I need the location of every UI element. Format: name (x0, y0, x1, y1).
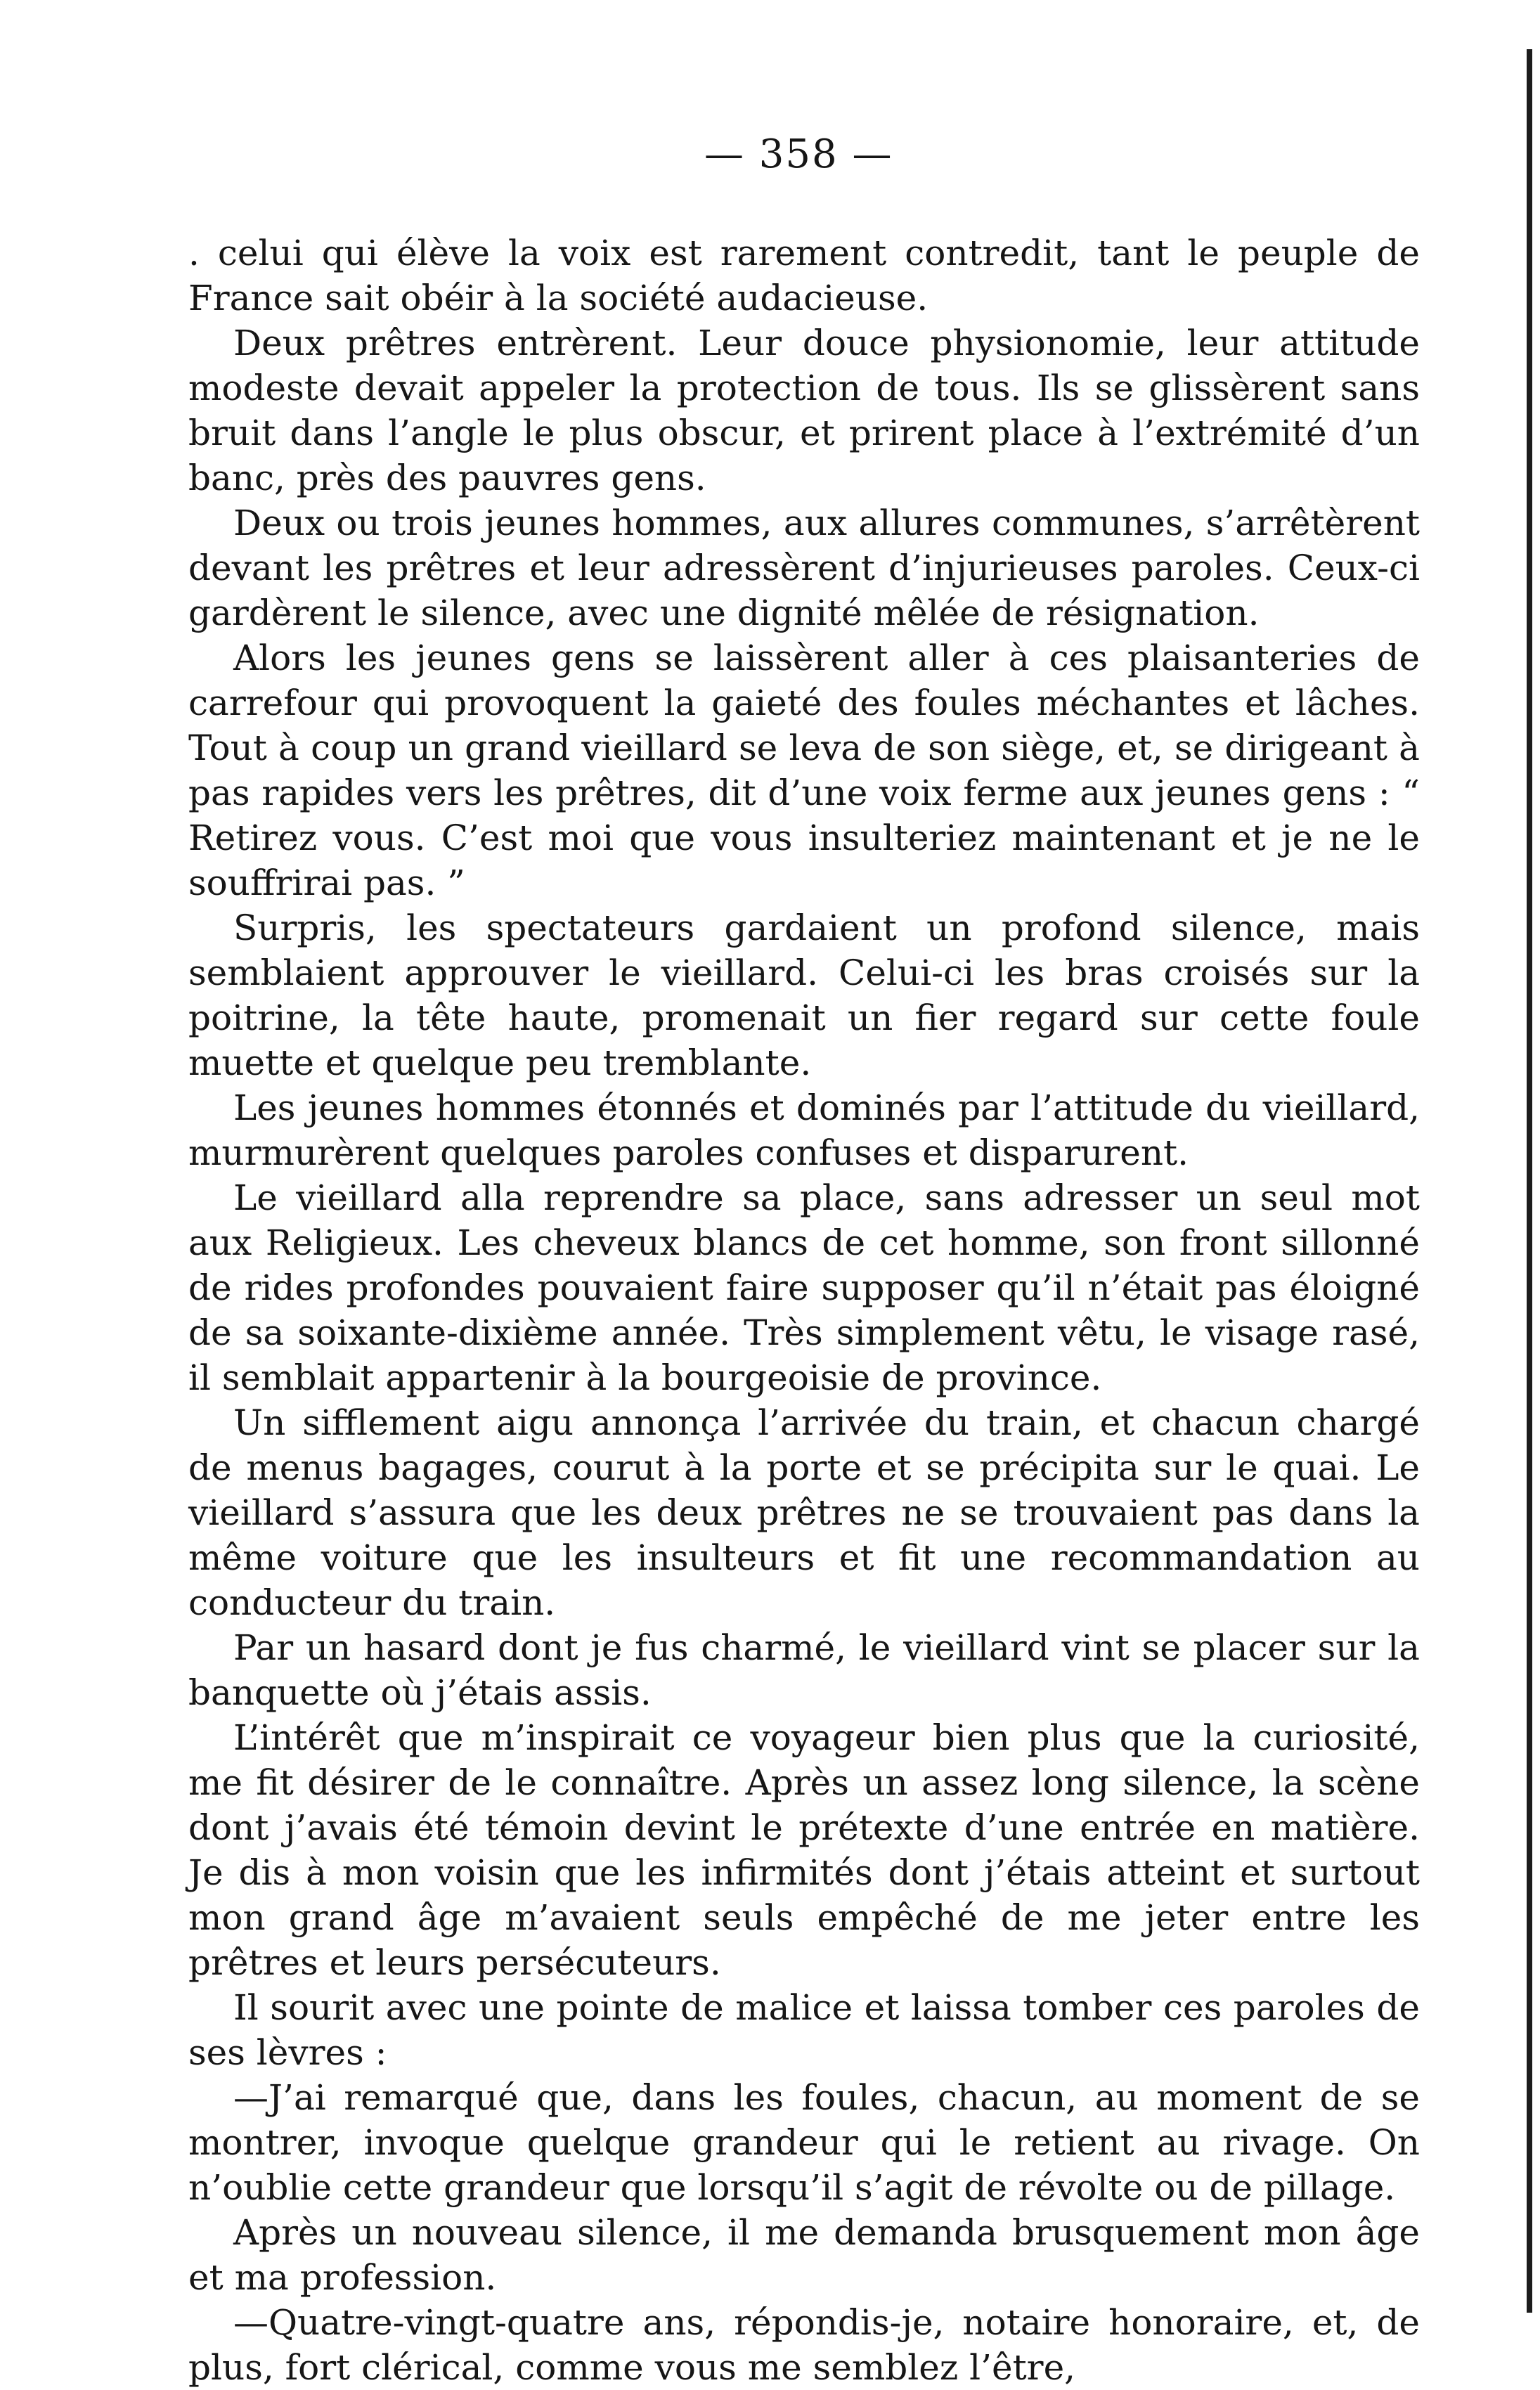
body-text (188, 231, 1420, 2390)
page-edge-rule (1527, 49, 1532, 2313)
paragraph-10: L’intérêt que m’inspirait ce voyageur bien plus que la curiosité, me fit désirer de le connaître. Après un assez long silence, la scène dont j’avais été témoin devint le prétexte d’une entrée en matière. Je dis à mon voisin que les infirmités dont j’étais atteint et surtout mon grand âge m’avaient seuls empêché de me jeter entre les prêtres et leurs persécuteurs. (188, 1717, 1420, 1983)
paragraph-13: Après un nouveau silence, il me demanda brusquement mon âge et ma profession. (188, 2212, 1420, 2298)
paragraph-6: Les jeunes hommes étonnés et dominés par l’attitude du vieillard, murmurèrent quelques paroles confuses et disparurent. (188, 1087, 1420, 1173)
paragraph-8: Un sifflement aigu annonça l’arrivée du train, et chacun chargé de menus bagages, courut à la porte et se précipita sur le quai. Le vieillard s’assura que les deux prêtres ne se trouvaient pas dans la même voiture que les insulteurs et fit une recommandation au conducteur du train. (188, 1402, 1420, 1623)
page-number: — 358 — (704, 131, 893, 177)
paragraph-7: Le vieillard alla reprendre sa place, sans adresser un seul mot aux Religieux. Les cheveux blancs de cet homme, son front sillonné de rides profondes pouvaient faire supposer qu’il n’était pas éloigné de sa soixante-dixième année. Très simplement vêtu, le visage rasé, il semblait appartenir à la bourgeoisie de province. (188, 1177, 1420, 1398)
paragraph-1: . celui qui élève la voix est rarement contredit, tant le peuple de France sait obéir à la société audacieuse. (188, 233, 1420, 318)
paragraph-5: Surpris, les spectateurs gardaient un profond silence, mais semblaient approuver le vieillard. Celui-ci les bras croisés sur la poitrine, la tête haute, promenait un fier regard sur cette foule muette et quelque peu tremblante. (188, 907, 1420, 1083)
paragraph-12: —J’ai remarqué que, dans les foules, chacun, au moment de se montrer, invoque quelque grandeur qui le retient au rivage. On n’oublie cette grandeur que lorsqu’il s’agit de révolte ou de pillage. (188, 2077, 1420, 2208)
paragraph-9: Par un hasard dont je fus charmé, le vieillard vint se placer sur la banquette où j’étais assis. (188, 1627, 1420, 1713)
paragraph-14: —Quatre-vingt-quatre ans, répondis-je, notaire honoraire, et, de plus, fort clérical, comme vous me semblez l’être, (188, 2302, 1420, 2388)
paragraph-11: Il sourit avec une pointe de malice et laissa tomber ces paroles de ses lèvres : (188, 1987, 1420, 2073)
paragraph-4: Alors les jeunes gens se laissèrent aller à ces plaisanteries de carrefour qui provoquent la gaieté des foules méchantes et lâches. Tout à coup un grand vieillard se leva de son siège, et, se dirigeant à pas rapides vers les prêtres, dit d’une voix ferme aux jeunes gens : “ Retirez vous. C’est moi que vous insulteriez maintenant et je ne le souffrirai pas. ” (188, 638, 1420, 903)
paragraph-2: Deux prêtres entrèrent. Leur douce physionomie, leur attitude modeste devait appeler la protection de tous. Ils se glissèrent sans bruit dans l’angle le plus obscur, et prirent place à l’extrémité d’un banc, près des pauvres gens. (188, 323, 1420, 498)
paragraph-3: Deux ou trois jeunes hommes, aux allures communes, s’arrêtèrent devant les prêtres et leur adressèrent d’injurieuses paroles. Ceux-ci gardèrent le silence, avec une dignité mêlée de résignation. (188, 503, 1420, 633)
